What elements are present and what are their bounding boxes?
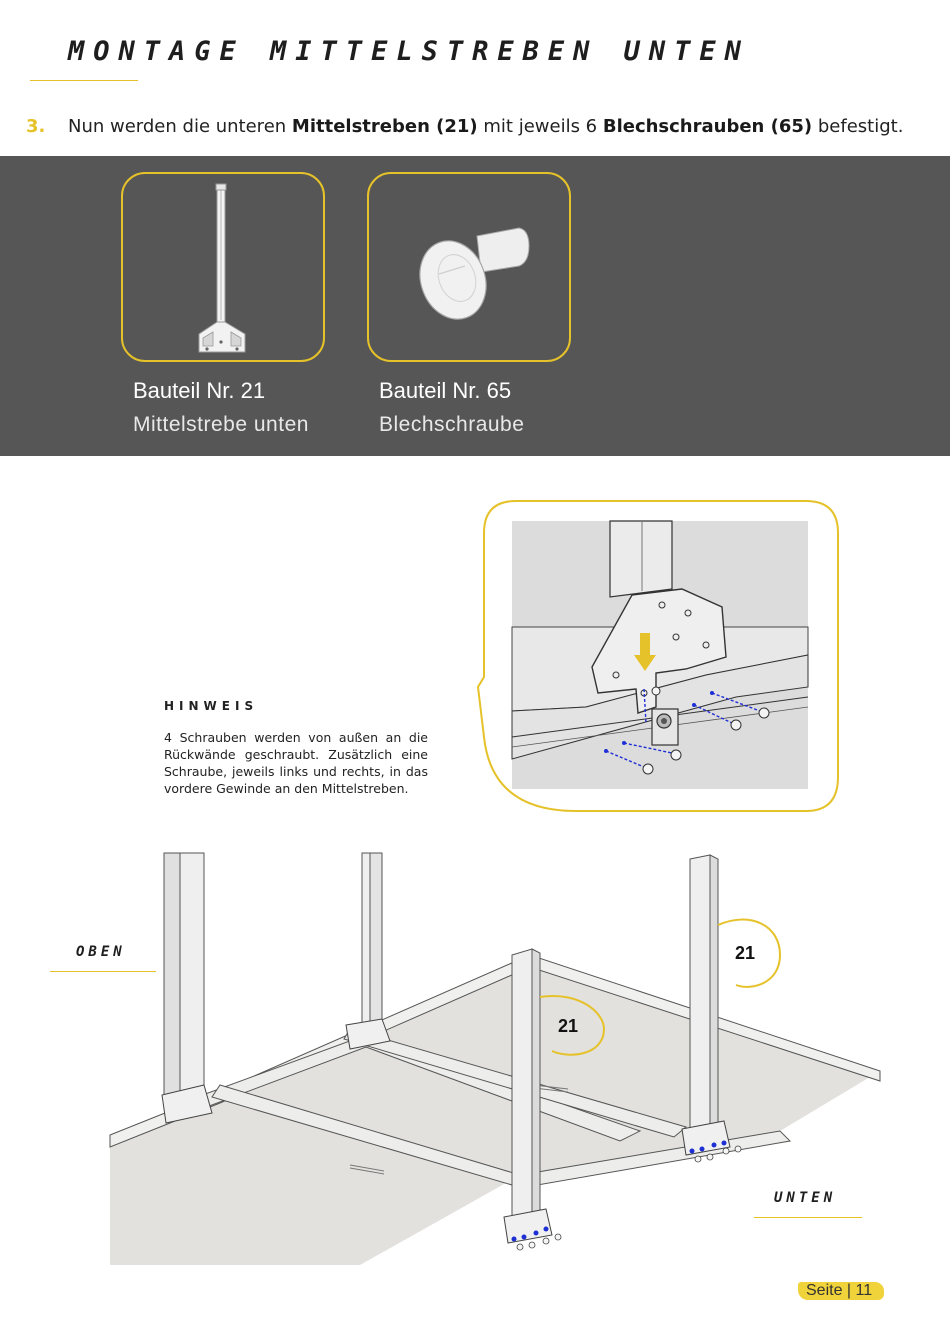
parts-band — [0, 156, 950, 456]
label-bottom: UNTEN — [774, 1190, 837, 1206]
callout-21-right: 21 — [735, 943, 756, 963]
part-number-65: Bauteil Nr. 65 — [379, 378, 512, 403]
step-bold-part-65: Blechschrauben (65) — [602, 116, 813, 137]
step-text-3: befestigt. — [812, 116, 904, 137]
label-top: OBEN — [76, 944, 126, 960]
frame-assembly-illustration — [100, 845, 900, 1270]
page-title: MONTAGE MITTELSTREBEN UNTEN — [68, 36, 750, 67]
step-bold-part-21: Mittelstreben (21) — [291, 116, 478, 137]
page-label: Seite — [806, 1282, 843, 1299]
page-number-value: 11 — [855, 1282, 873, 1299]
step-text-2: mit jeweils 6 — [477, 116, 603, 137]
detail-zoom — [476, 497, 842, 815]
sheet-metal-screw-icon — [369, 174, 569, 360]
page-separator: | — [846, 1282, 852, 1299]
part-card-21 — [121, 172, 325, 362]
hint-heading: HINWEIS — [164, 699, 259, 713]
part-number-21: Bauteil Nr. 21 — [133, 378, 266, 403]
part-card-65 — [367, 172, 571, 362]
hint-text: 4 Schrauben werden von außen an die Rückwände geschraubt. Zusätzlich eine Schraube, jeweils links und rechts, in das vordere Gewinde an den Mittelstreben. — [164, 730, 428, 796]
strut-icon — [123, 174, 323, 360]
part-name-65: Blechschraube — [379, 413, 525, 436]
step-instruction — [26, 116, 903, 137]
callout-21-middle: 21 — [558, 1016, 579, 1036]
assembly-diagram — [100, 845, 900, 1274]
title-underline — [30, 80, 138, 81]
detail-zoom-diagram — [476, 497, 842, 815]
step-text-1: Nun werden die unteren — [68, 116, 292, 137]
step-number: 3. — [26, 116, 46, 137]
page-number — [798, 1278, 880, 1304]
part-name-21: Mittelstrebe unten — [133, 413, 309, 436]
